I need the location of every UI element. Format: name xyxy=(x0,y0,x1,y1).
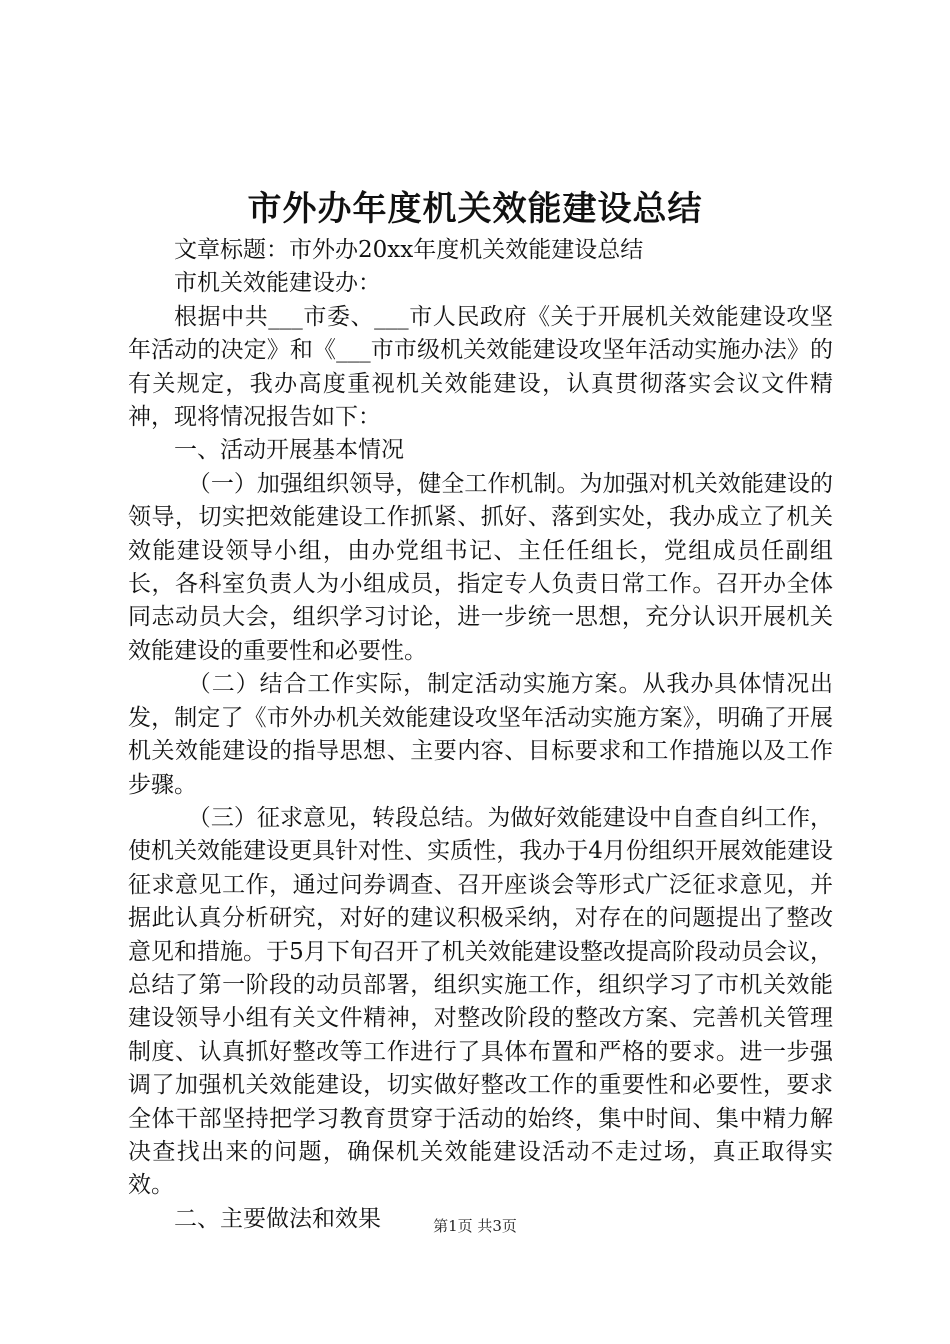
recipient-line: 市机关效能建设办： xyxy=(174,270,381,297)
intro-paragraph: 根据中共___市委、___市人民政府《关于开展机关效能建设攻坚年活动的决定》和《___市市级机关效能建设攻坚年活动实施办法》的有关规定，我办高度重视机关效能建设，认真贯彻落实会议文件精神，现将情况报告如下： xyxy=(128,303,833,431)
section-heading-1: 一、活动开展基本情况 xyxy=(174,437,404,464)
document-title: 市外办年度机关效能建设总结 xyxy=(247,189,703,229)
document-body xyxy=(128,234,833,1236)
section-heading-2: 二、主要做法和效果 xyxy=(174,1205,381,1232)
article-title-line: 文章标题：市外办20xx年度机关效能建设总结 xyxy=(174,237,644,263)
subsection-paragraph-2: （二）结合工作实际，制定活动实施方案。从我办具体情况出发，制定了《市外办机关效能建设攻坚年活动实施方案》，明确了开展机关效能建设的指导思想、主要内容、目标要求和工作措施以及工作步骤。 xyxy=(128,671,833,798)
page-indicator: 第1页 共3页 xyxy=(433,1217,517,1235)
subsection-paragraph-1: （一）加强组织领导，健全工作机制。为加强对机关效能建设的领导，切实把效能建设工作抓紧、抓好、落到实处，我办成立了机关效能建设领导小组，由办党组书记、主任任组长，党组成员任副组长，各科室负责人为小组成员，指定专人负责日常工作。召开办全体同志动员大会，组织学习讨论，进一步统一思想，充分认识开展机关效能建设的重要性和必要性。 xyxy=(128,470,833,664)
subsection-paragraph-3: （三）征求意见，转段总结。为做好效能建设中自查自纠工作，使机关效能建设更具针对性、实质性，我办于4月份组织开展效能建设征求意见工作，通过问券调查、召开座谈会等形式广泛征求意见，并据此认真分析研究，对好的建议积极采纳，对存在的问题提出了整改意见和措施。于5月下旬召开了机关效能建设整改提高阶段动员会议，总结了第一阶段的动员部署，组织实施工作，组织学习了市机关效能建设领导小组有关文件精神，对整改阶段的整改方案、完善机关管理制度、认真抓好整改等工作进行了具体布置和严格的要求。进一步强调了加强机关效能建设，切实做好整改工作的重要性和必要性，要求全体干部坚持把学习教育贯穿于活动的始终，集中时间、集中精力解决查找出来的问题，确保机关效能建设活动不走过场，真正取得实效。 xyxy=(128,804,833,1199)
